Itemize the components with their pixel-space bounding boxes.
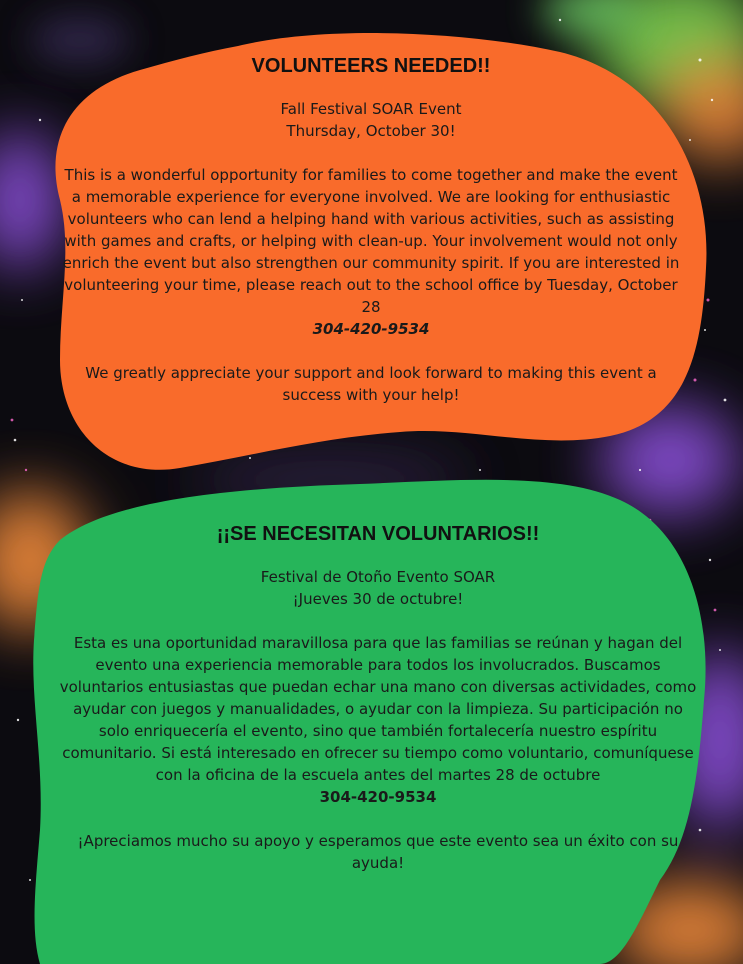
english-title: VOLUNTEERS NEEDED!! — [251, 55, 491, 77]
spanish-event-name: Festival de Otoño Evento SOAR — [260, 568, 496, 586]
english-body-text: This is a wonderful opportunity for families to come together and make the event a memorable experience for everyone involved. We are looking for enthusiastic volunteers who can lend a helping hand with various activities, such as assisting with games and crafts, or helping with clean-up. Your involvement would not only enrich the event but also strengthen our community spirit. If you are interested in volunteering your time, please reach out to the school office by Tuesday, October 28 — [62, 166, 680, 316]
spanish-event-date: ¡Jueves 30 de octubre! — [292, 590, 464, 608]
spanish-section — [56, 522, 700, 874]
english-closing-text: We greatly appreciate your support and look forward to making this event a success with your help! — [85, 364, 657, 404]
english-phone-number: 304-420-9534 — [312, 320, 430, 338]
spanish-body-text: Esta es una oportunidad maravillosa para que las familias se reúnan y hagan del evento una experiencia memorable para todos los involucrados. Buscamos voluntarios entusiastas que puedan echar una mano con diversas actividades, como ayudar con juegos y manualidades, o ayudar con la limpieza. Su participación no solo enriquecería el evento, sino que también fortalecería nuestro espíritu comunitario. Si está interesado en ofrecer su tiempo como voluntario, comuníquese con la oficina de la escuela antes del martes 28 de octubre — [59, 634, 697, 784]
spanish-closing-text: ¡Apreciamos mucho su apoyo y esperamos que este evento sea un éxito con su ayuda! — [77, 832, 679, 872]
english-event-date: Thursday, October 30! — [286, 122, 456, 140]
english-event-name: Fall Festival SOAR Event — [280, 100, 462, 118]
english-section — [62, 54, 680, 406]
spanish-title: ¡¡SE NECESITAN VOLUNTARIOS!! — [216, 523, 540, 545]
spanish-phone-number: 304-420-9534 — [319, 788, 437, 806]
